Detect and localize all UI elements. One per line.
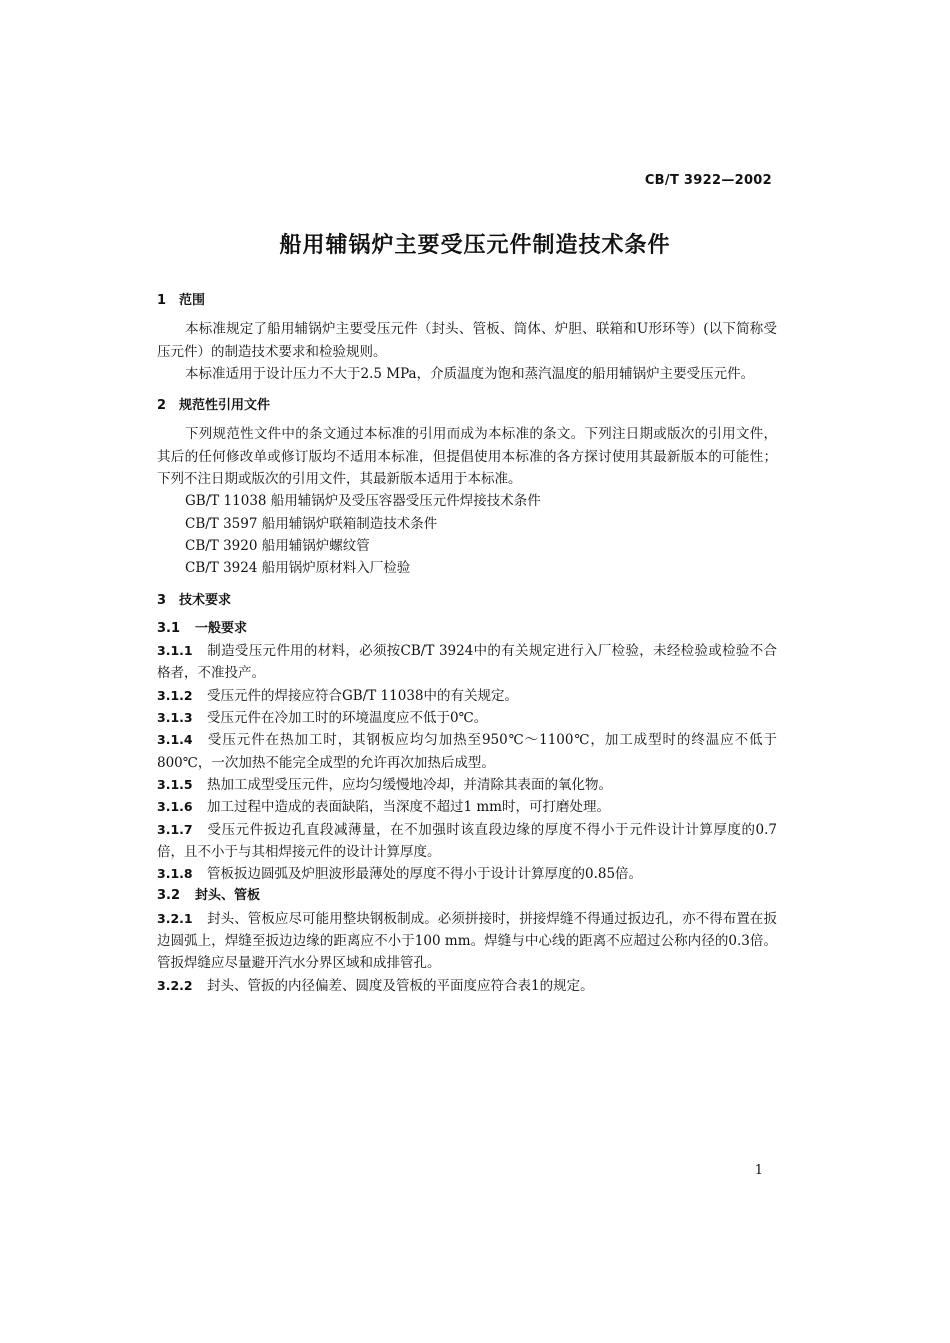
clause-3-1-6: 3.1.6 加工过程中造成的表面缺陷，当深度不超过1 mm时，可打磨处理。 <box>157 799 610 816</box>
clause-3-1-8: 3.1.8 管板扳边圆弧及炉胆波形最薄处的厚度不得小于设计计算厚度的0.85倍。 <box>157 866 643 883</box>
document-body <box>157 290 777 997</box>
section-number: 3 <box>157 592 167 608</box>
subsection-3-2-heading <box>157 885 777 907</box>
section-2-para-1: 下列规范性文件中的条文通过本标准的引用而成为本标准的条文。下列注日期或版次的引用文件，其后的任何修改单或修订版均不适用本标准，但提倡使用本标准的各方探讨使用其最新版本的可能性；下列不注日期或版次的引用文件，其最新版本适用于本标准。 <box>157 426 777 488</box>
clause-3-1-1: 3.1.1 制造受压元件用的材料，必须按CB/T 3924中的有关规定进行入厂检验，未经检验或检验不合格者，不准投产。 <box>157 643 777 682</box>
subsection-title: 一般要求 <box>195 620 248 636</box>
clause-3-1-2: 3.1.2 受压元件的焊接应符合GB/T 11038中的有关规定。 <box>157 687 518 704</box>
reference-item: CB/T 3924 船用锅炉原材料入厂检验 <box>185 560 411 577</box>
section-title: 技术要求 <box>179 592 232 608</box>
section-number: 2 <box>157 398 167 414</box>
reference-item: GB/T 11038 船用辅锅炉及受压容器受压元件焊接技术条件 <box>185 493 541 510</box>
page-number: 1 <box>754 1163 763 1178</box>
section-title: 范围 <box>179 293 206 308</box>
clause-3-1-4: 3.1.4 受压元件在热加工时，其钢板应均匀加热至950℃～1100℃，加工成型时的终温应不低于800℃，一次加热不能完全成型的允许再次加热后成型。 <box>157 732 777 771</box>
section-1-heading <box>157 290 777 312</box>
section-1-para-1: 本标准规定了船用辅锅炉主要受压元件（封头、管板、筒体、炉胆、联箱和U形环等）(以下简称受压元件）的制造技术要求和检验规则。 <box>157 321 777 360</box>
reference-item: CB/T 3597 船用辅锅炉联箱制造技术条件 <box>185 515 438 532</box>
clause-3-1-5: 3.1.5 热加工成型受压元件，应均匀缓慢地冷却，并清除其表面的氧化物。 <box>157 776 612 793</box>
clause-3-2-1: 3.2.1 封头、管板应尽可能用整块钢板制成。必须拼接时，拼接焊缝不得通过扳边孔，亦不得布置在扳边圆弧上，焊缝至扳边边缘的距离应不小于100 mm。焊缝与中心线的距离不应超过公称内径的0.3倍。管扳焊缝应尽量避开汽水分界区域和成排管孔。 <box>157 910 777 972</box>
clause-3-1-7: 3.1.7 受压元件扳边孔直段减薄量，在不加强时该直段边缘的厚度不得小于元件设计计算厚度的0.7倍，且不小于与其相焊接元件的设计计算厚度。 <box>157 821 777 860</box>
subsection-number: 3.2 <box>157 888 181 904</box>
section-2-heading <box>157 395 777 417</box>
section-1-para-2: 本标准适用于设计压力不大于2.5 MPa，介质温度为饱和蒸汽温度的船用辅锅炉主要受压元件。 <box>185 365 755 382</box>
section-title: 规范性引用文件 <box>179 398 271 414</box>
reference-item: CB/T 3920 船用辅锅炉螺纹管 <box>185 537 370 554</box>
subsection-title: 封头、管板 <box>195 888 261 904</box>
clause-3-1-3: 3.1.3 受压元件在冷加工时的环境温度应不低于0℃。 <box>157 710 488 727</box>
section-3-heading <box>157 590 777 612</box>
clause-3-2-2: 3.2.2 封头、管扳的内径偏差、圆度及管板的平面度应符合表1的规定。 <box>157 977 594 994</box>
document-title: 船用辅锅炉主要受压元件制造技术条件 <box>279 233 671 258</box>
section-number: 1 <box>157 293 167 308</box>
document-id: CB/T 3922—2002 <box>644 173 772 188</box>
subsection-3-1-heading <box>157 618 777 640</box>
subsection-number: 3.1 <box>157 620 181 636</box>
